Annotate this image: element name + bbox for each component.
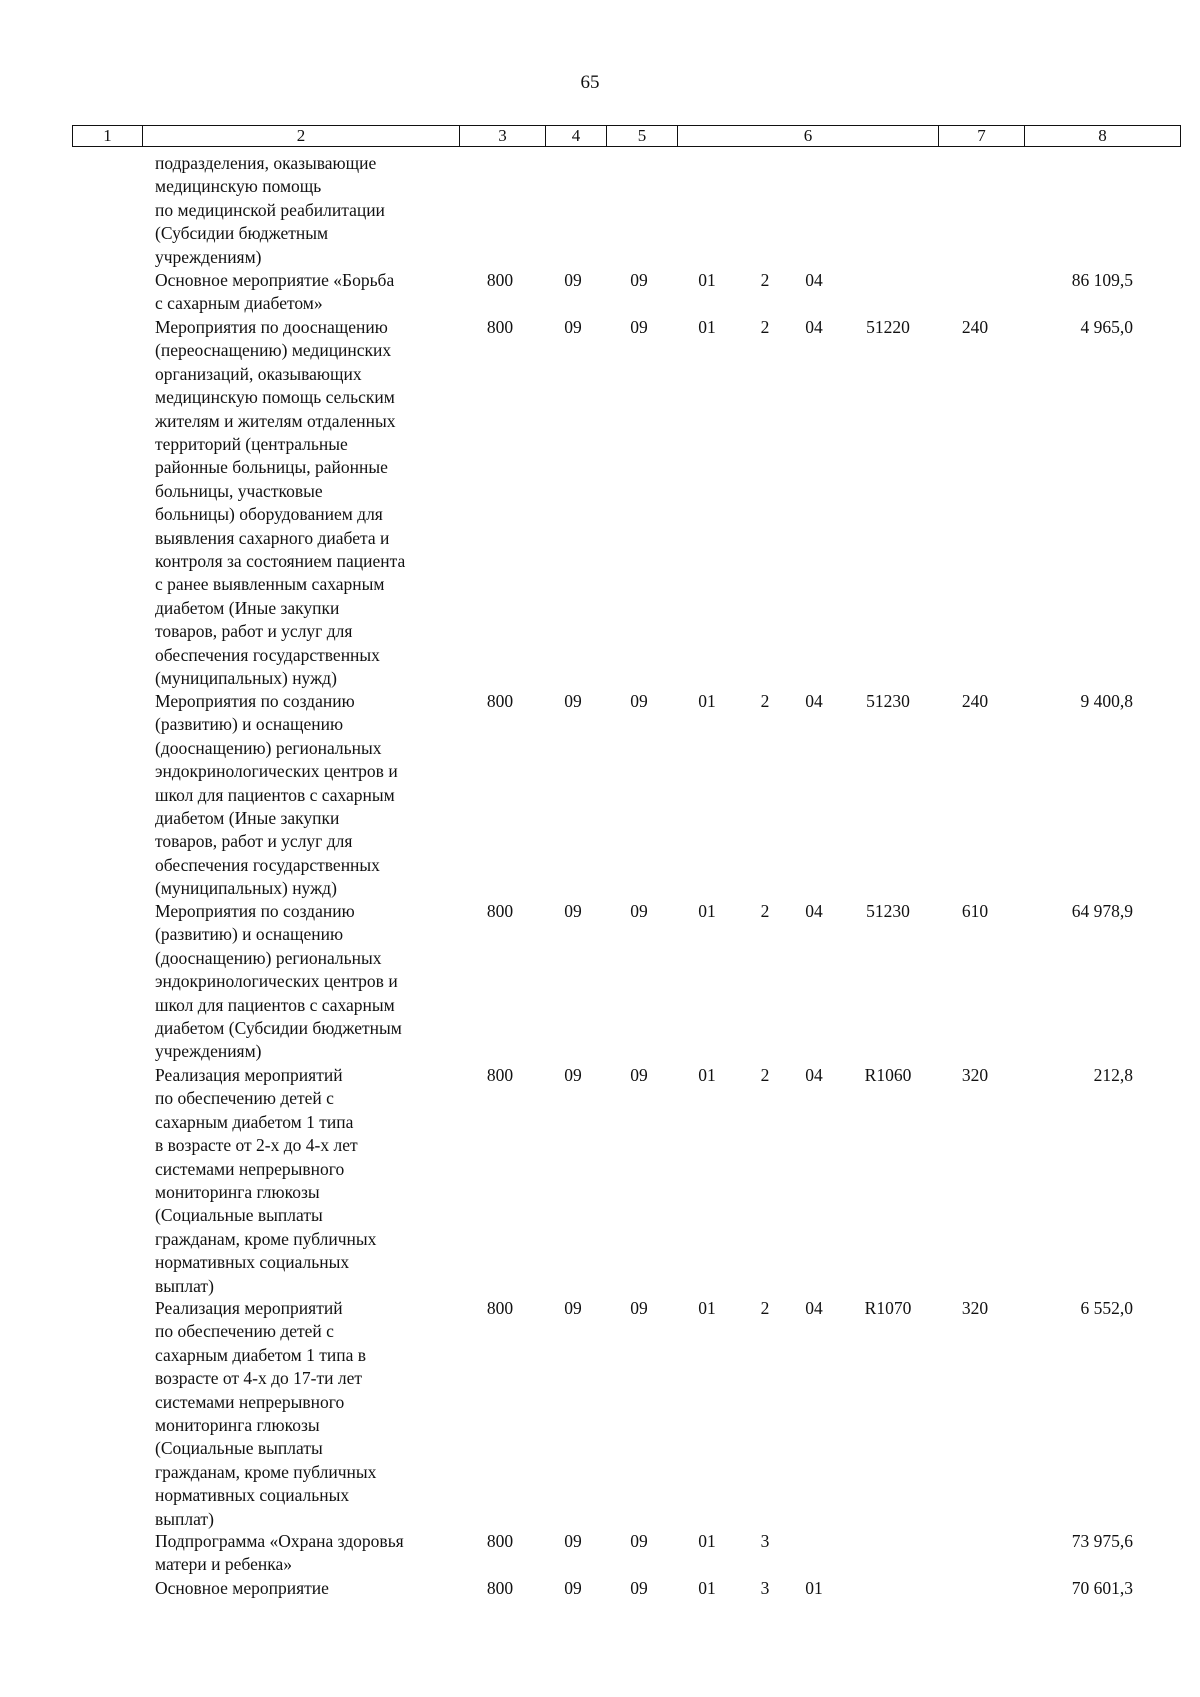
cell-col-5: 09: [630, 691, 648, 711]
cell-col-6-subprogram: 3: [760, 1531, 770, 1551]
cell-col-6-event: 04: [805, 1065, 823, 1085]
cell-col-6-subprogram: 2: [760, 317, 770, 337]
cell-col-4: 09: [564, 317, 582, 337]
cell-col-3: 800: [486, 270, 514, 290]
cell-col-5: 09: [630, 901, 648, 921]
cell-col-7: 240: [961, 317, 989, 337]
row-description: Основное мероприятие: [155, 1578, 329, 1598]
cell-col-6-direction: 51230: [866, 901, 910, 921]
header-col-6: 6: [678, 126, 939, 147]
cell-col-6-program: 01: [698, 317, 716, 337]
header-col-1: 1: [73, 126, 143, 147]
cell-col-6-program: 01: [698, 1578, 716, 1598]
cell-col-5: 09: [630, 1298, 648, 1318]
cell-col-4: 09: [564, 1531, 582, 1551]
cell-col-3: 800: [486, 1578, 514, 1598]
cell-col-6-program: 01: [698, 691, 716, 711]
cell-col-7: 240: [961, 691, 989, 711]
cell-col-4: 09: [564, 901, 582, 921]
cell-col-6-program: 01: [698, 1531, 716, 1551]
cell-col-6-program: 01: [698, 270, 716, 290]
header-col-4: 4: [546, 126, 607, 147]
column-header-table: [72, 125, 1181, 147]
cell-col-6-event: 01: [805, 1578, 823, 1598]
cell-col-6-event: 04: [805, 270, 823, 290]
cell-col-8-amount: 4 965,0: [1080, 317, 1133, 337]
header-row: [73, 126, 1181, 147]
cell-col-3: 800: [486, 691, 514, 711]
cell-col-6-program: 01: [698, 901, 716, 921]
header-col-2: 2: [143, 126, 460, 147]
page-number: 65: [580, 72, 600, 93]
cell-col-8-amount: 64 978,9: [1071, 901, 1133, 921]
cell-col-6-direction: 51220: [866, 317, 910, 337]
cell-col-6-program: 01: [698, 1298, 716, 1318]
cell-col-6-direction: 51230: [866, 691, 910, 711]
cell-col-3: 800: [486, 1298, 514, 1318]
cell-col-6-event: 04: [805, 901, 823, 921]
cell-col-8-amount: 9 400,8: [1080, 691, 1133, 711]
cell-col-6-subprogram: 2: [760, 1298, 770, 1318]
cell-col-4: 09: [564, 1578, 582, 1598]
cell-col-6-direction: R1070: [864, 1298, 912, 1318]
cell-col-6-event: 04: [805, 1298, 823, 1318]
row-description: подразделения, оказывающие медицинскую помощь по медицинской реабилитации (Субсидии бюджетным учреждениям): [155, 153, 385, 267]
row-description: Мероприятия по дооснащению (переоснащению) медицинских организаций, оказывающих медицинскую помощь сельским жителям и жителям отдаленных территорий (центральные районные больницы, районные больницы, участковые больницы) оборудованием для выявления сахарного диабета и контроля за состоянием пациента с ранее выявленным сахарным диабетом (Иные закупки товаров, работ и услуг для обеспечения государственных (муниципальных) нужд): [155, 317, 406, 689]
cell-col-4: 09: [564, 1065, 582, 1085]
row-description: Мероприятия по созданию (развитию) и оснащению (дооснащению) региональных эндокринологических центров и школ для пациентов с сахарным диабетом (Субсидии бюджетным учреждениям): [155, 901, 402, 1062]
cell-col-5: 09: [630, 270, 648, 290]
header-col-7: 7: [939, 126, 1025, 147]
cell-col-8-amount: 73 975,6: [1071, 1531, 1133, 1551]
cell-col-5: 09: [630, 1578, 648, 1598]
cell-col-8-amount: 70 601,3: [1071, 1578, 1133, 1598]
row-description: Подпрограмма «Охрана здоровья матери и ребенка»: [155, 1531, 404, 1575]
cell-col-3: 800: [486, 317, 514, 337]
row-description: Реализация мероприятий по обеспечению детей с сахарным диабетом 1 типа в возрасте от 2-х до 4-х лет системами непрерывного мониторинга глюкозы (Социальные выплаты гражданам, кроме публичных нормативных социальных выплат): [155, 1065, 377, 1296]
cell-col-8-amount: 6 552,0: [1080, 1298, 1133, 1318]
cell-col-6-subprogram: 2: [760, 691, 770, 711]
cell-col-7: 320: [961, 1065, 989, 1085]
cell-col-6-subprogram: 2: [760, 901, 770, 921]
cell-col-3: 800: [486, 1065, 514, 1085]
cell-col-6-program: 01: [698, 1065, 716, 1085]
cell-col-5: 09: [630, 1065, 648, 1085]
cell-col-7: 320: [961, 1298, 989, 1318]
cell-col-3: 800: [486, 901, 514, 921]
cell-col-5: 09: [630, 317, 648, 337]
cell-col-4: 09: [564, 270, 582, 290]
cell-col-7: 610: [961, 901, 989, 921]
cell-col-3: 800: [486, 1531, 514, 1551]
cell-col-6-event: 04: [805, 317, 823, 337]
cell-col-6-subprogram: 3: [760, 1578, 770, 1598]
cell-col-4: 09: [564, 691, 582, 711]
header-col-5: 5: [607, 126, 678, 147]
cell-col-6-subprogram: 2: [760, 270, 770, 290]
cell-col-8-amount: 212,8: [1093, 1065, 1133, 1085]
header-col-8: 8: [1025, 126, 1181, 147]
row-description: Мероприятия по созданию (развитию) и оснащению (дооснащению) региональных эндокринологических центров и школ для пациентов с сахарным диабетом (Иные закупки товаров, работ и услуг для обеспечения государственных (муниципальных) нужд): [155, 691, 398, 899]
row-description: Основное мероприятие «Борьба с сахарным диабетом»: [155, 270, 395, 314]
cell-col-6-direction: R1060: [864, 1065, 912, 1085]
cell-col-6-subprogram: 2: [760, 1065, 770, 1085]
cell-col-4: 09: [564, 1298, 582, 1318]
header-col-3: 3: [460, 126, 546, 147]
cell-col-8-amount: 86 109,5: [1071, 270, 1133, 290]
cell-col-6-event: 04: [805, 691, 823, 711]
row-description: Реализация мероприятий по обеспечению детей с сахарным диабетом 1 типа в возрасте от 4-х до 17-ти лет системами непрерывного мониторинга глюкозы (Социальные выплаты гражданам, кроме публичных нормативных социальных выплат): [155, 1298, 377, 1529]
cell-col-5: 09: [630, 1531, 648, 1551]
